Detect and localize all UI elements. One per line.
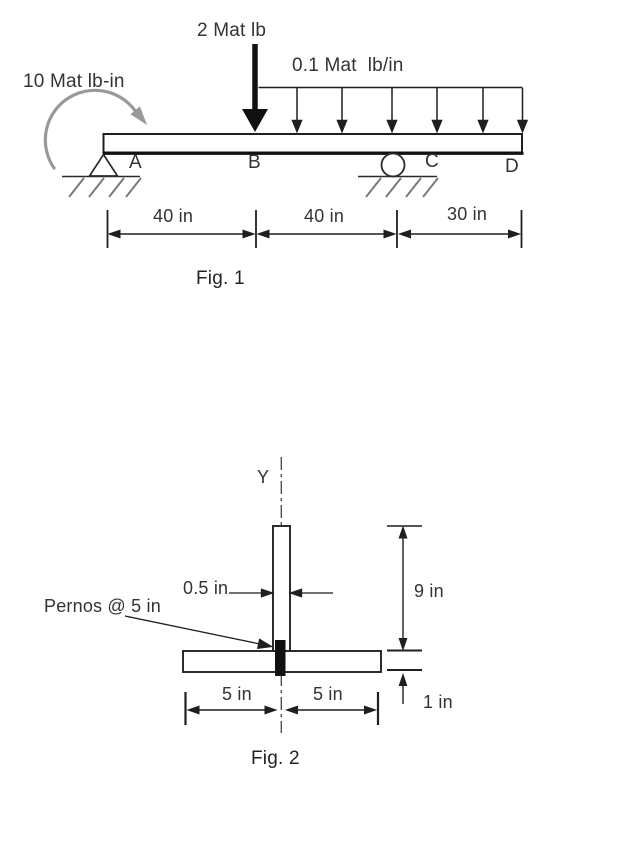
web-thickness-label: 0.5 in bbox=[183, 578, 229, 598]
dim-label-cd: 30 in bbox=[447, 204, 488, 224]
pin-support-triangle bbox=[90, 155, 118, 177]
roller-support-circle bbox=[382, 154, 405, 177]
roller-support-hatching bbox=[366, 178, 438, 197]
point-load-label: 2 Mat lb bbox=[197, 20, 267, 41]
bolts-leader bbox=[125, 616, 272, 648]
flange-dim-left-label: 5 in bbox=[222, 684, 252, 704]
flange-dim-right-label: 5 in bbox=[313, 684, 343, 704]
fig2-drawing bbox=[125, 457, 422, 733]
point-load-arrowhead-icon bbox=[242, 109, 268, 132]
bolts-label: Pernos @ 5 in bbox=[44, 596, 161, 616]
moment-label: 10 Mat lb-in bbox=[23, 71, 125, 92]
flange-thickness-dimension bbox=[387, 670, 422, 704]
fig2-caption: Fig. 2 bbox=[251, 748, 300, 769]
dim-label-bc: 40 in bbox=[304, 206, 345, 226]
moment-arrow-arc bbox=[45, 90, 136, 168]
beam-body bbox=[104, 134, 523, 153]
flange-thickness-label: 1 in bbox=[423, 692, 453, 712]
point-label-b: B bbox=[248, 152, 261, 173]
distributed-load-label: 0.1 Mat lb/in bbox=[292, 55, 404, 76]
web-height-label: 9 in bbox=[414, 581, 444, 601]
point-label-a: A bbox=[129, 152, 142, 173]
point-label-d: D bbox=[505, 156, 519, 177]
distributed-load-arrows bbox=[293, 88, 528, 132]
section-web bbox=[273, 526, 290, 651]
dim-label-ab: 40 in bbox=[153, 206, 194, 226]
y-axis-label: Y bbox=[257, 467, 270, 487]
fig1-caption: Fig. 1 bbox=[196, 268, 245, 289]
bolt-mark bbox=[275, 640, 286, 676]
point-label-c: C bbox=[425, 151, 439, 172]
pin-support-hatching bbox=[69, 178, 141, 197]
